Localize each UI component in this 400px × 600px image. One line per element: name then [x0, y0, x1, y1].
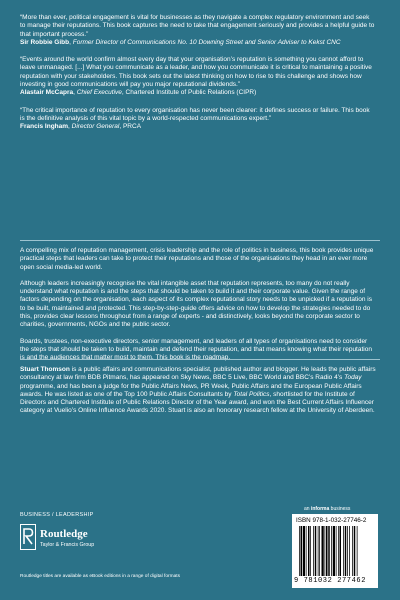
about-author [20, 366, 378, 424]
informa-line: an informa business [304, 506, 351, 512]
quote-text: “The critical importance of reputation to every organisation has never been clearer: it defines success or failure. This book is the definitive analysis of this vital topic by a world-respected communications expert.” [20, 106, 370, 122]
divider [20, 359, 380, 360]
author-bio: Stuart Thomson is a public affairs and communications specialist, published author and blogger. He leads the public affairs consultancy at law firm BDB Pitmans, has appeared on Sky News, BBC 5 Live, BBC World and BBC’s Radio 4’s Today programme, and has been a judge for the Public Affairs News, PR Week, Public Affairs and the European Public Affairs awards. He was listed as one of the Top 100 Public Affairs Consultants by Total Politics, shortlisted for the Institute of Directors and Chartered Institute of Public Relations Director of the Year award, and won the Best Current Affairs Influencer category at Vuelio’s Online Influence Awards 2020. Stuart is also an honorary research fellow at the University of Aberdeen. [20, 366, 376, 415]
quote-role: Chief Executive [76, 89, 122, 97]
endorsement-quote [20, 56, 376, 97]
quote-attribution: Francis Ingham, Director General, PRCA [20, 123, 142, 131]
isbn-label: ISBN 978-1-032-27746-2 [296, 517, 367, 524]
quote-author: Francis Ingham [20, 123, 69, 131]
author-name: Stuart Thomson [20, 366, 70, 373]
quote-role: Former Director of Communications No. 10 Downing Street and Senior Adviser to Kekst CNC [72, 38, 341, 46]
quote-author: Sir Robbie Gibb [20, 38, 70, 46]
subject-category: BUSINESS / LEADERSHIP [20, 512, 94, 518]
divider [20, 240, 380, 241]
description-paragraph: A compelling mix of reputation management, crisis leadership and the role of politics in business, this book provides unique practical steps that leaders can take to protect their reputations and those of the organisations they head in an ever more open social media-led world. [20, 247, 374, 271]
publisher-logo [20, 524, 120, 556]
description-paragraph: Although leaders increasingly recognise the vital intangible asset that reputation represents, too many do not really understand what reputation is and the steps that should be taken to build it and their corporate value. Given the range of factors depending on the organisation, each aspect of its complex reputational story needs to be unpicked if a reputation is to be built, maintained and protected. This step-by-step-guide offers advice on how to develop the strategies needed to do this, provides clear lessons throughout from a range of experts - and distinctively, looks beyond the corporate sector to charities, governments, NGOs and the public sector. [20, 279, 372, 329]
quote-text: “Events around the world confirm almost every day that your organisation’s reputation is something you cannot afford to leave unmanaged. [...] What you communicate as a leader, and how you communicate it is critical to maintaining a positive reputation with your stakeholders. This book sets out the latest thinking on how to rise to this challenge and shows how investing in good communications will pay you major reputational dividends.” [20, 56, 372, 89]
quote-role-org: , Chartered Institute of Public Relations (CIPR) [121, 89, 257, 97]
routledge-icon [20, 524, 36, 550]
ebook-note: Routledge titles are available as eBook editions in a range of digital formats [20, 574, 180, 579]
publisher-name: Routledge [40, 528, 88, 540]
quote-author: Alastair McCapra [20, 89, 74, 97]
quote-attribution: Alastair McCapra, Chief Executive, Chartered Institute of Public Relations (CIPR) [20, 89, 257, 97]
quote-text: “More than ever, political engagement is vital for businesses as they navigate a complex regulatory environment and seek to manage their reputations. This book captures the need to take that engagement seriously and provides a helpful guide to that important process.” [20, 14, 375, 38]
endorsement-quote [20, 107, 376, 132]
endorsement-quote [20, 14, 376, 47]
publisher-group: Taylor & Francis Group [40, 542, 95, 548]
book-description [20, 247, 378, 371]
isbn-barcode [292, 514, 378, 588]
quote-attribution: Sir Robbie Gibb, Former Director of Communications No. 10 Downing Street and Senior Adviser to Kekst CNC [20, 38, 341, 46]
barcode-icon [295, 526, 375, 578]
quote-role: Director General [71, 123, 120, 131]
description-paragraph: Boards, trustees, non-executive directors, senior management, and leaders of all types of organisations need to consider the steps that should be taken to build, maintain and defend their reputation, and that means knowing what their reputation is and the audiences that matter most to them. This book is the roadmap. [20, 337, 372, 362]
quote-role-org: , PRCA [119, 123, 142, 131]
endorsements [20, 14, 376, 141]
isbn-digits: 9 781032 277462 [294, 577, 367, 585]
